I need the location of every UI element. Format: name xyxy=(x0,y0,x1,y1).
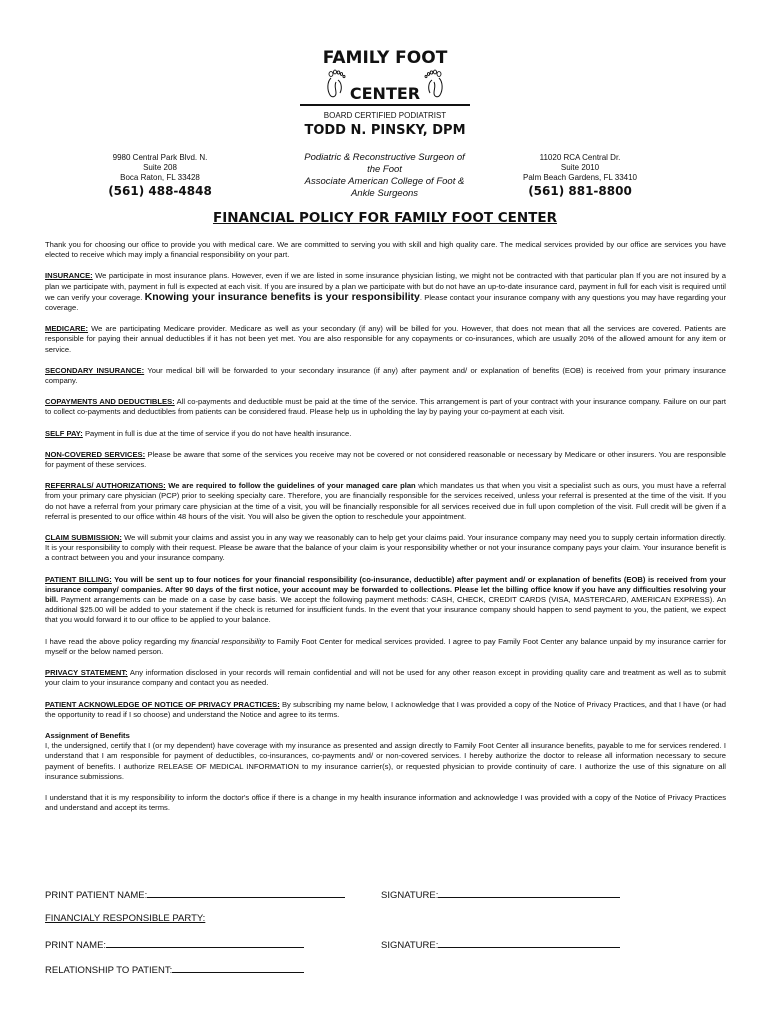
section-text: Your medical bill will be forwarded to your secondary insurance (if any) after payment and/ or explanation of benefits (EOB) is received from your primary insurance company. xyxy=(45,365,727,386)
section-text: to Family Foot Center for medical services provided. I agree to pay Family Foot Center any balance unpaid by my insurance carrier for myself or the below named person. xyxy=(45,636,726,656)
field-line[interactable] xyxy=(438,938,620,948)
logo-family-foot: FAMILY FOOT xyxy=(322,48,448,68)
section-heading: NON-COVERED SERVICES: xyxy=(45,449,146,459)
section-text: We will submit your claims and assist you in any way we reasonably can to help get your claims paid. Your insurance company may need you to supply certain information directly. It is your responsibility to comply with their request. Please be aware that the balance of your claim is your responsibility whether or not your insurance company pays your claim. Your insurance benefit is a contract between you and your insurance company. xyxy=(45,533,727,563)
patient-signature-field[interactable] xyxy=(381,888,620,901)
assignment-of-benefits-section xyxy=(45,731,726,782)
specialty-line: the Foot xyxy=(367,164,402,175)
logo-center: CENTER xyxy=(349,84,421,103)
self-pay-section xyxy=(45,429,726,439)
section-heading: Assignment of Benefits xyxy=(45,730,130,740)
privacy-statement-section xyxy=(45,668,726,688)
section-heading: PATIENT BILLING: xyxy=(45,574,112,584)
left-office-address xyxy=(60,153,260,196)
right-office-address xyxy=(480,153,680,196)
section-heading: PRIVACY STATEMENT: xyxy=(45,668,128,678)
copayments-section xyxy=(45,397,726,417)
section-text: We participate in most insurance plans. However, even if we are listed in some insurance physician listing, we might not be contracted with that particular plan If you are not insured by a plan we participate with, payment in full is expected at each visit. If you are insured by a plan we participate with but do not have an up-to-date insurance card, payment in full for each visit is required until we can verify your coverage. xyxy=(45,271,726,302)
doctor-name: TODD N. PINSKY, DPM xyxy=(304,123,466,138)
insurance-section xyxy=(45,271,726,313)
section-emphasis: financial responsibility xyxy=(191,636,266,646)
print-name-field[interactable] xyxy=(45,938,304,951)
non-covered-section xyxy=(45,450,726,470)
section-text: We are participating Medicare provider. Medicare as well as your secondary (if any) will be billed for you. However, that does not mean that all the services are covered. Patients are responsible for paying their annual deductibles if it has not been yet met. You are also responsible for any copayments or co-insurances, which are usually 20% of the allowed amount for any item or service. xyxy=(45,324,726,354)
section-heading: PATIENT ACKNOWLEDGE OF NOTICE OF PRIVACY PRACTICES: xyxy=(45,699,280,709)
patient-billing-section xyxy=(45,575,726,626)
specialty-line: Ankle Surgeons xyxy=(350,188,419,199)
medicare-section xyxy=(45,324,726,355)
section-emphasis: You will be sent up to four notices for your financial responsibility (co-insurance, deductible) after payment and/ or explanation of benefits (EOB) is received from your insurance company/ companies. After 90 days of the first notice, your account may be forwarded to collections. Please let the billing office know if you have any difficulties resolving your bill. xyxy=(45,574,726,605)
document-title: FINANCIAL POLICY FOR FAMILY FOOT CENTER xyxy=(212,210,558,226)
section-text: which mandates us that when you visit a specialist such as ours, you must have a referral from your primary care physician (PCP) prior to seeking specialty care. Therefore, you are financially responsible for the services received, unless your referral is presented at the time of the visit. If you do not have a referral from your primary care physician at the time of a visit, you will be financially responsible for all services received due in full upon completion of the visit. Full credit will be given if a referral is presented to our office within 48 hours of the visit. You will also be given the option to reschedule your appointment. xyxy=(45,481,726,521)
address-line: 9980 Central Park Blvd. N. xyxy=(112,153,208,162)
print-patient-name-field[interactable] xyxy=(45,888,345,901)
field-label: RELATIONSHIP TO PATIENT: xyxy=(45,965,173,976)
insurance-change-paragraph: I understand that it is my responsibility to inform the doctor's office if there is a change in my health insurance information and acknowledge I was provided with a copy of the Notice of Privacy Practices and understand and accept its terms. xyxy=(45,792,726,813)
board-certified: BOARD CERTIFIED PODIATRIST xyxy=(323,111,447,120)
agreement-paragraph xyxy=(45,637,726,657)
section-heading: REFERRALS/ AUTHORIZATIONS: xyxy=(45,481,166,491)
referrals-section xyxy=(45,481,726,522)
section-text: All co-payments and deductible must be paid at the time of the service. This arrangement is part of your contract with your insurance company. Failure on our part to collect co-payments and deductibles from patients can be considered fraud. Please help us in upholding the lay by paying your co-payment at each visit. xyxy=(45,397,726,417)
right-office-phone: (561) 881-8800 xyxy=(528,184,632,198)
section-text: . Please contact your insurance company with any questions you may have regarding your coverage. xyxy=(45,292,727,313)
section-heading: INSURANCE: xyxy=(45,271,93,281)
section-emphasis: Knowing your insurance benefits is your responsibility xyxy=(144,290,420,303)
section-heading: COPAYMENTS AND DEDUCTIBLES: xyxy=(45,397,175,407)
address-line: 11020 RCA Central Dr. xyxy=(539,153,621,162)
field-line[interactable] xyxy=(147,888,345,898)
address-line: Suite 2010 xyxy=(560,163,600,172)
section-heading: CLAIM SUBMISSION: xyxy=(45,533,122,543)
section-text: By subscribing my name below, I acknowledge that I was provided a copy of the Notice of Privacy Practices, and that I have (or had the opportunity to read if I so choose) and understand the Notice and agree to its terms. xyxy=(45,699,726,719)
section-text: Payment in full is due at the time of service if you do not have health insurance. xyxy=(82,428,352,438)
secondary-insurance-section xyxy=(45,366,726,386)
section-heading: SECONDARY INSURANCE: xyxy=(45,365,145,375)
section-heading: SELF PAY: xyxy=(45,428,83,438)
address-line: Palm Beach Gardens, FL 33410 xyxy=(523,173,637,182)
field-line[interactable] xyxy=(172,963,304,973)
address-line: Boca Raton, FL 33428 xyxy=(120,173,200,182)
field-label: PRINT PATIENT NAME: xyxy=(45,890,148,901)
section-text: I have read the above policy regarding my xyxy=(45,636,192,646)
privacy-acknowledgement-section xyxy=(45,700,726,720)
section-text: I, the undersigned, certify that I (or my dependent) have coverage with my insurance as presented and assign directly to Family Foot Center all insurance benefits, payable to me for services rendered. I understand that I am responsible for payment of deductibles, co-insurances, co-payments and/ or non-covered services. I hereby authorize the doctor to release all information necessary to secure payment of benefits. I authorize RELEASE OF MEDICAL INFORMATION to my insurance carrier(s), or requested physician to provide continuity of care. I authorize the use of this signature on all insurance submissions. xyxy=(45,741,726,781)
section-text: Any information disclosed in your records will remain confidential and will not be used for any other reason except in providing quality care and treatment as well as to submit your claim to your insurance company and contact you as needed. xyxy=(45,668,726,688)
left-office-phone: (561) 488-4848 xyxy=(108,184,212,198)
section-text: Please be aware that some of the services you receive may not be covered or not considered reasonable or necessary by Medicare or other insurers. You are responsible for payment of these services. xyxy=(45,449,726,470)
relationship-field[interactable] xyxy=(45,963,304,976)
intro-paragraph: Thank you for choosing our office to provide you with medical care. We are committed to serving you with skill and high quality care. The medical services provided by our office are services you have elected to receive which may imply a financial responsibility on your part. xyxy=(45,240,726,260)
financially-responsible-heading: FINANCIALY RESPONSIBLE PARTY: xyxy=(45,913,206,924)
policy-body xyxy=(45,240,726,824)
field-label: PRINT NAME: xyxy=(45,940,107,951)
section-emphasis: We are required to follow the guidelines of your managed care plan xyxy=(165,481,416,491)
specialty-line: Associate American College of Foot & xyxy=(304,176,465,187)
section-heading: MEDICARE: xyxy=(45,324,89,334)
claim-submission-section xyxy=(45,533,726,564)
field-line[interactable] xyxy=(106,938,304,948)
field-label: SIGNATURE: xyxy=(381,940,439,951)
responsible-signature-field[interactable] xyxy=(381,938,620,951)
field-label: SIGNATURE: xyxy=(381,890,439,901)
doctor-specialty xyxy=(282,152,487,200)
address-line: Suite 208 xyxy=(143,163,177,172)
specialty-line: Podiatric & Reconstructive Surgeon of xyxy=(304,152,465,163)
section-text: Payment arrangements can be made on a case by case basis. We accept the following payment methods: CASH, CHECK, CREDIT CARDS (VISA, MASTERCARD, AMERICAN EXPRESS). An additional $25.00 will be added to your statement if the check is returned for insufficient funds. In the event that your insurance company should happen to send payment to you, the patient, we expect that you would forward it to our office to be applied to your balance. xyxy=(45,595,726,625)
field-line[interactable] xyxy=(438,888,620,898)
logo-center-row xyxy=(300,78,470,106)
foot-icon xyxy=(422,68,448,98)
